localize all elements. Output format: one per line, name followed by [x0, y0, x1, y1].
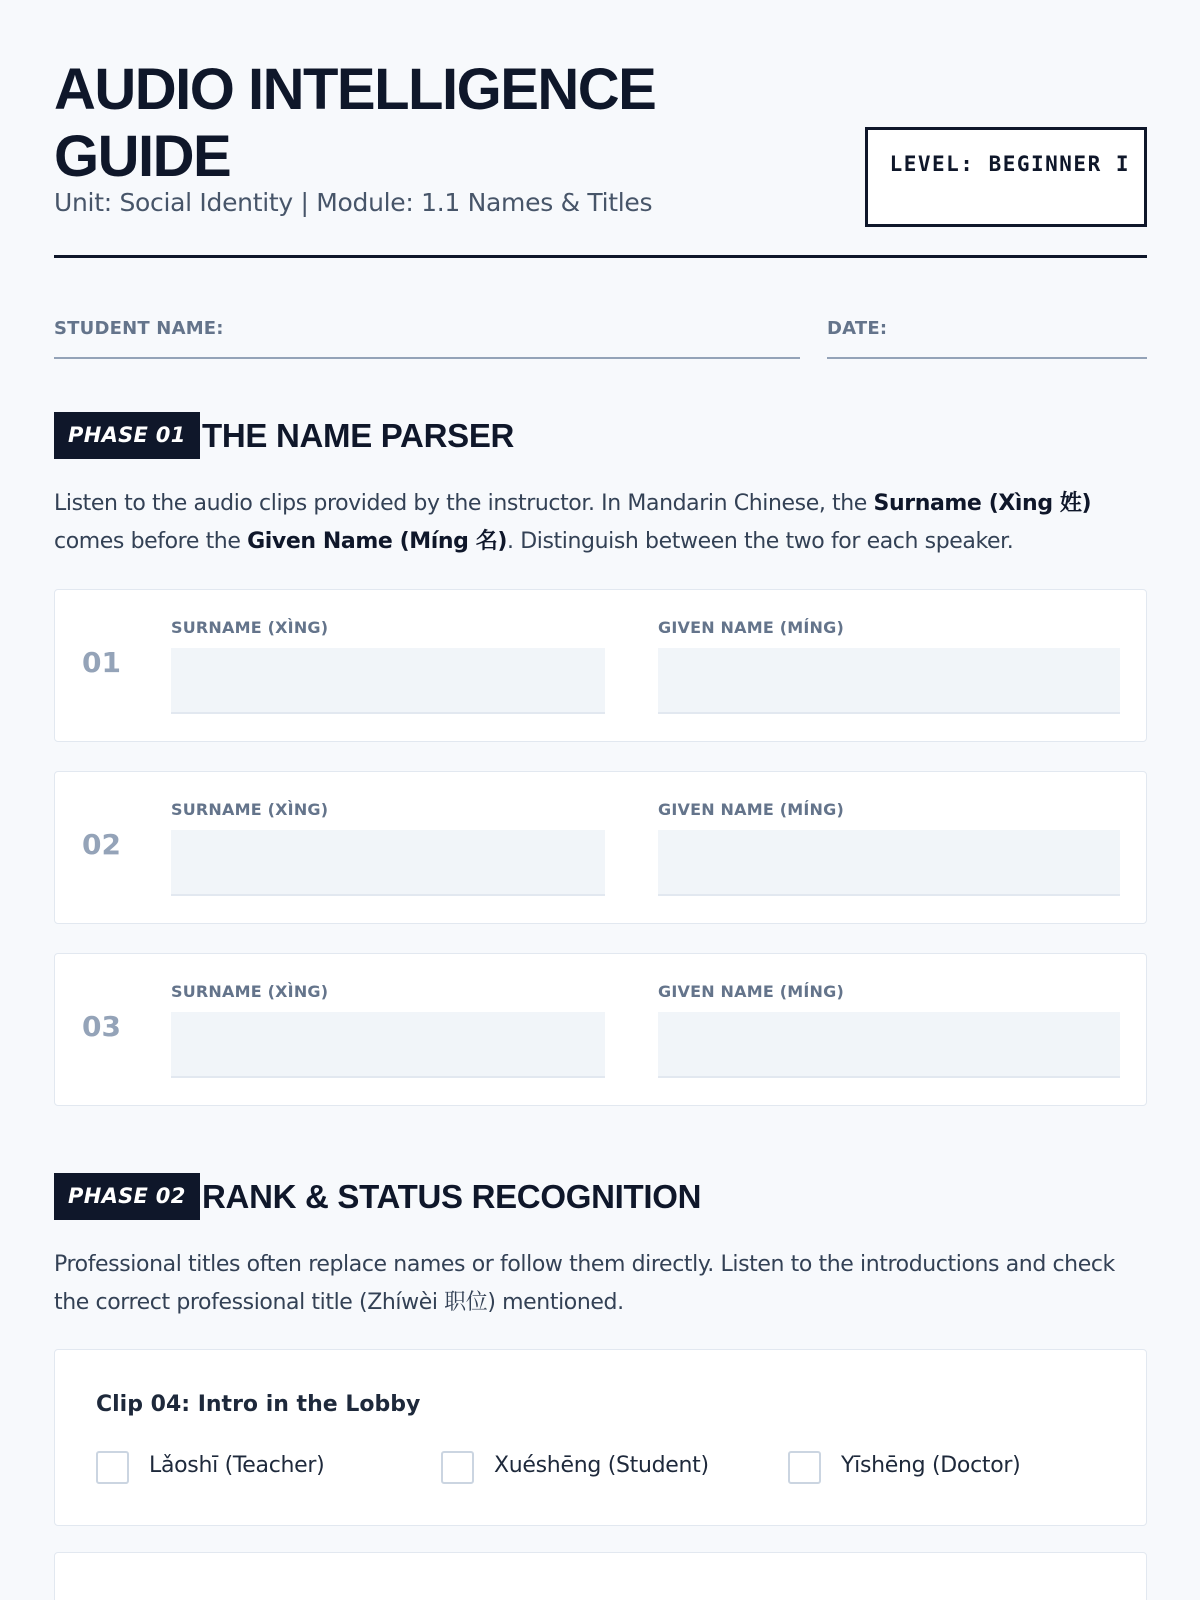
date-label: DATE: [827, 318, 888, 339]
intro-text: comes before the [54, 529, 248, 554]
given-name-term: Given Name (Míng 名) [247, 529, 508, 554]
phase-01-heading [54, 412, 1147, 460]
option-label: Yīshēng (Doctor) [841, 1453, 1021, 1478]
given-name-label: GIVEN NAME (MÍNG) [658, 982, 844, 1001]
clip-04-card [54, 1349, 1147, 1526]
surname-term: Surname (Xìng 姓) [873, 491, 1092, 516]
worksheet-header [54, 0, 1147, 258]
surname-input[interactable] [171, 830, 605, 896]
checkbox[interactable] [788, 1451, 821, 1484]
next-clip-card [54, 1552, 1147, 1600]
given-name-input[interactable] [658, 1012, 1120, 1078]
surname-input[interactable] [171, 1012, 605, 1078]
name-row-card [54, 589, 1147, 742]
given-name-input[interactable] [658, 648, 1120, 714]
phase-02-heading [54, 1173, 1147, 1221]
page-title: AUDIO INTELLIGENCE GUIDE [54, 57, 656, 189]
option-label: Lǎoshī (Teacher) [149, 1453, 325, 1478]
given-name-label: GIVEN NAME (MÍNG) [658, 800, 844, 819]
intro-text: . Distinguish between the two for each speaker. [507, 529, 1014, 554]
intro-text: Listen to the audio clips provided by the instructor. In Mandarin Chinese, the [54, 491, 874, 516]
worksheet-page [54, 0, 1147, 1478]
surname-label: SURNAME (XÌNG) [171, 618, 329, 637]
name-row-card [54, 953, 1147, 1106]
row-number: 03 [82, 1010, 121, 1043]
row-number: 02 [82, 828, 121, 861]
option-label: Xuéshēng (Student) [494, 1453, 709, 1478]
surname-label: SURNAME (XÌNG) [171, 982, 329, 1001]
given-name-label: GIVEN NAME (MÍNG) [658, 618, 844, 637]
phase-02-title: RANK & STATUS RECOGNITION [202, 1178, 702, 1215]
phase-01-instructions [54, 485, 1147, 561]
student-name-field[interactable] [54, 357, 800, 359]
student-info-row [54, 318, 1147, 360]
phase-01-title: THE NAME PARSER [202, 417, 515, 454]
checkbox[interactable] [96, 1451, 129, 1484]
surname-label: SURNAME (XÌNG) [171, 800, 329, 819]
phase-02-instructions: Professional titles often replace names or follow them directly. Listen to the introductions and check the correct professional title (Zhíwèi 职位) mentioned. [54, 1252, 1115, 1315]
date-field[interactable] [827, 357, 1147, 359]
checkbox[interactable] [441, 1451, 474, 1484]
surname-input[interactable] [171, 648, 605, 714]
name-row-card [54, 771, 1147, 924]
phase-01-tag: PHASE 01 [54, 412, 200, 459]
unit-module-subtitle: Unit: Social Identity | Module: 1.1 Names & Titles [54, 188, 653, 217]
given-name-input[interactable] [658, 830, 1120, 896]
row-number: 01 [82, 646, 121, 679]
phase-02-tag: PHASE 02 [54, 1173, 200, 1220]
clip-title: Clip 04: Intro in the Lobby [96, 1392, 421, 1417]
student-name-label: STUDENT NAME: [54, 318, 224, 339]
level-badge: LEVEL: BEGINNER I [865, 127, 1147, 227]
